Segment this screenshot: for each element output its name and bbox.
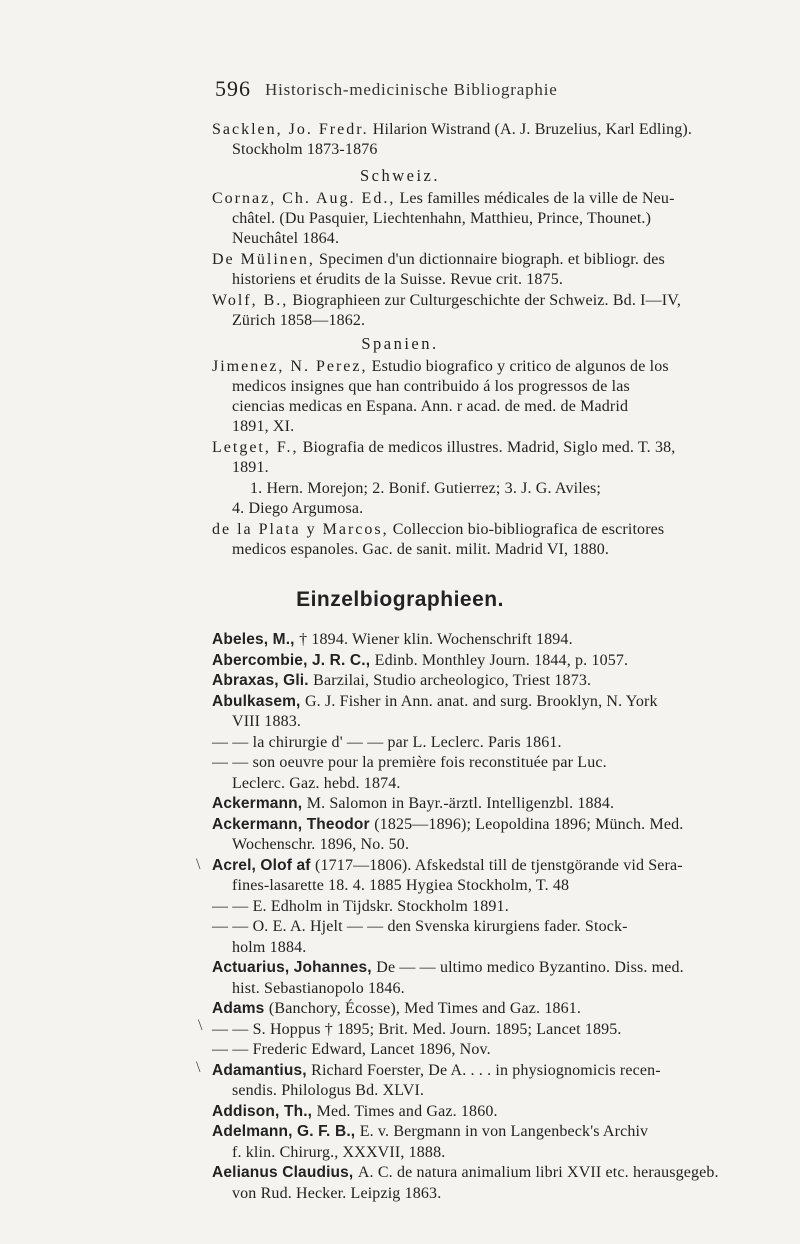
biography-line [212,795,614,813]
section-heading-spanien: Spanien. [361,334,439,353]
biography-reference: — — la chirurgie d' — — par L. Leclerc. Paris 1861. [212,734,562,751]
entry-line [212,358,669,376]
entry-line [212,521,664,539]
biography-line [212,754,607,772]
biography-reference: Med. Times and Gaz. 1860. [316,1103,498,1120]
biography-reference: von Rud. Hecker. Leipzig 1863. [232,1185,442,1202]
entry-text: Estudio biografico y critico de algunos de los [367,358,669,375]
biography-reference: De — — ultimo medico Byzantino. Diss. med. [376,959,684,976]
entry-continuation: 1891. [232,459,269,476]
entry-author: Cornaz, Ch. Aug. Ed., [212,190,396,207]
biography-reference: — — Frederic Edward, Lancet 1896, Nov. [212,1041,491,1058]
entry-author: Jimenez, N. Perez, [212,358,368,375]
entry-text: Colleccion bio-bibliografica de escritores [388,521,665,538]
biography-line [212,1000,581,1018]
biography-subject: Aelianus Claudius, [212,1164,358,1181]
biography-line [212,631,573,649]
entry-line [212,190,675,208]
page-header [215,76,735,106]
entry-continuation: medicos espanoles. Gac. de sanit. milit. Madrid VI, 1880. [232,541,610,558]
entry-author: de la Plata y Marcos, [212,521,389,538]
biography-reference: A. C. de natura animalium libri XVII etc. herausgegeb. [357,1164,719,1181]
entry-text: Les familles médicales de la ville de Neu- [395,190,675,207]
entry-author: Sacklen, Jo. Fredr. [212,121,369,138]
biography-subject: Abraxas, Gli. [212,672,314,689]
entry-text: Biographieen zur Culturgeschichte der Schweiz. Bd. I—IV, [288,292,682,309]
entry-continuation: Neuchâtel 1864. [232,230,340,247]
biography-line [232,877,569,895]
entry-line [212,439,675,457]
biography-reference: fines-lasarette 18. 4. 1885 Hygiea Stockholm, T. 48 [232,877,570,894]
biography-subject: Abulkasem, [212,693,305,710]
entry-continuation: historiens et érudits de la Suisse. Revue crit. 1875. [232,271,564,288]
entry-text: Biografia de medicos illustres. Madrid, Siglo med. T. 38, [298,439,676,456]
entry-author: Wolf, B., [212,292,289,309]
biography-reference: Leclerc. Gaz. hebd. 1874. [232,775,401,792]
biography-reference: hist. Sebastianopolo 1846. [232,980,405,997]
entry-continuation: 4. Diego Argumosa. [232,500,364,517]
entry-continuation: ciencias medicas en Espana. Ann. r acad. de med. de Madrid [232,398,629,415]
biography-reference: Barzilai, Studio archeologico, Triest 1873. [313,672,592,689]
biography-line [212,1041,491,1059]
biography-subject: Actuarius, Johannes, [212,959,377,976]
biography-subject: Adamantius, [212,1062,312,1079]
biography-line [232,980,405,998]
biography-reference: VIII 1883. [232,713,302,730]
biography-subject: Abercombie, J. R. C., [212,652,375,669]
margin-mark: \ [196,856,201,873]
biography-line [212,1164,719,1182]
biography-line [212,672,591,690]
entry-line [212,251,665,269]
biography-reference: Richard Foerster, De A. . . . in physiognomicis recen- [311,1062,661,1079]
biography-line [212,857,683,875]
biography-reference: sendis. Philologus Bd. XLVI. [232,1082,425,1099]
biography-line [232,1185,441,1203]
biography-line [232,836,409,854]
biography-subject: Addison, Th., [212,1103,317,1120]
entry-continuation: châtel. (Du Pasquier, Liechtenhahn, Matthieu, Prince, Thounet.) [232,210,652,227]
biography-line [212,693,658,711]
entry-author: Letget, F., [212,439,299,456]
biography-reference: f. klin. Chirurg., XXXVII, 1888. [232,1144,446,1161]
biography-reference: — — O. E. A. Hjelt — — den Svenska kirurgiens fader. Stock- [212,918,628,935]
biography-reference: (1717—1806). Afskedstal till de tjenstgörande vid Sera- [315,857,683,874]
biography-subject: Ackermann, [212,795,307,812]
entry-continuation: 1891, XI. [232,418,295,435]
entry-line [212,292,681,310]
margin-mark: \ [198,1017,203,1034]
entry-continuation: medicos insignes que han contribuido á los progressos de las [232,378,630,395]
biography-line [232,713,301,731]
biography-reference: (1825—1896); Leopoldina 1896; Münch. Med. [374,816,684,833]
margin-mark: \ [196,1059,201,1076]
biography-reference: — — son oeuvre pour la première fois reconstituée par Luc. [212,754,607,771]
biography-line [232,1082,424,1100]
entry-text: Hilarion Wistrand (A. J. Bruzelius, Karl Edling). [368,121,693,138]
entry-text: Specimen d'un dictionnaire biograph. et bibliogr. des [314,251,665,268]
section-heading-schweiz: Schweiz. [359,166,441,185]
entry-continuation: 1. Hern. Morejon; 2. Bonif. Gutierrez; 3. J. G. Aviles; [250,480,602,497]
biography-line [232,775,401,793]
biography-reference: — — E. Edholm in Tijdskr. Stockholm 1891. [212,898,509,915]
biography-reference: holm 1884. [232,939,307,956]
biography-subject: Adelmann, G. F. B., [212,1123,360,1140]
biography-subject: Ackermann, Theodor [212,816,375,833]
biography-line [212,1123,648,1141]
biography-line [212,959,684,977]
entry-author: De Mülinen, [212,251,315,268]
entry-continuation: Stockholm 1873-1876 [232,141,378,158]
biography-reference: (Banchory, Écosse), Med Times and Gaz. 1861. [268,1000,582,1017]
biography-line [212,1103,498,1121]
biography-line [212,898,509,916]
biography-reference: Wochenschr. 1896, No. 50. [232,836,410,853]
entry-continuation: Zürich 1858—1862. [232,312,366,329]
running-head: Historisch-medicinische Bibliographie [265,80,558,99]
biography-line [212,734,562,752]
biography-line [212,918,628,936]
biography-line [212,1021,622,1039]
biography-reference: — — S. Hoppus † 1895; Brit. Med. Journ. 1895; Lancet 1895. [212,1021,622,1038]
entry-line [212,121,692,139]
biography-line [212,816,683,834]
section-heading-einzelbiographieen: Einzelbiographieen. [296,588,504,611]
biography-reference: † 1894. Wiener klin. Wochenschrift 1894. [299,631,573,648]
biography-reference: E. v. Bergmann in von Langenbeck's Archiv [359,1123,649,1140]
biography-line [232,939,306,957]
biography-line [212,652,628,670]
biography-line [232,1144,445,1162]
biography-subject: Adams [212,1000,269,1017]
biography-reference: Edinb. Monthley Journ. 1844, p. 1057. [374,652,629,669]
page-number: 596 [215,76,251,101]
biography-subject: Acrel, Olof af [212,857,316,874]
biography-line [212,1062,661,1080]
biography-reference: G. J. Fisher in Ann. anat. and surg. Brooklyn, N. York [304,693,658,710]
biography-subject: Abeles, M., [212,631,300,648]
biography-reference: M. Salomon in Bayr.-ärztl. Intelligenzbl. 1884. [306,795,615,812]
